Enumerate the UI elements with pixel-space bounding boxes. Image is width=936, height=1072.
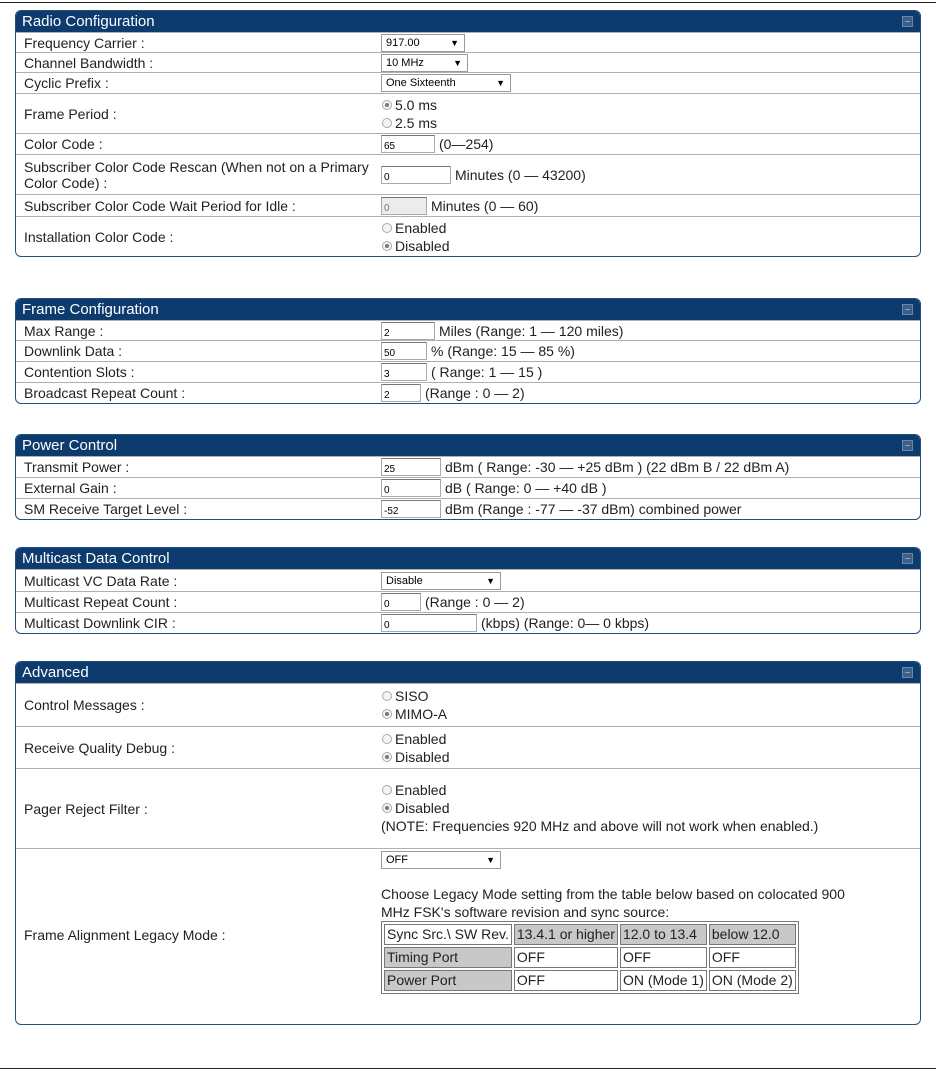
broadcast-label: Broadcast Repeat Count : xyxy=(24,385,186,401)
color-code-range: (0—254) xyxy=(439,136,494,152)
panel-title: Multicast Data Control xyxy=(22,550,170,567)
wait-period-label: Subscriber Color Code Wait Period for Idle : xyxy=(24,197,296,214)
multicast-panel xyxy=(15,547,921,634)
frame-period-option-5ms: 5.0 ms xyxy=(395,96,438,113)
wait-period-range: Minutes (0 — 60) xyxy=(431,197,539,214)
cyclic-prefix-value: One Sixteenth xyxy=(386,77,456,89)
bottom-rule xyxy=(0,1068,936,1069)
rescan-input[interactable]: 0 xyxy=(381,166,451,184)
chevron-down-icon: ▼ xyxy=(486,575,495,586)
table-cell: ON (Mode 2) xyxy=(709,970,796,991)
legacy-note: Choose Legacy Mode setting from the table below based on colocated 900 MHz FSK's software revision and sync source: xyxy=(381,886,845,920)
downlink-row xyxy=(16,340,920,361)
target-level-input[interactable]: -52 xyxy=(381,500,441,518)
frame-period-label: Frame Period : xyxy=(24,105,117,122)
target-level-label: SM Receive Target Level : xyxy=(24,501,188,517)
rescan-row xyxy=(16,154,920,194)
chevron-down-icon: ▼ xyxy=(486,855,495,865)
bandwidth-value: 10 MHz xyxy=(386,56,424,69)
legacy-mode-value: OFF xyxy=(386,854,408,866)
contention-label: Contention Slots : xyxy=(24,364,135,380)
color-code-row xyxy=(16,133,920,154)
table-cell: OFF xyxy=(709,947,796,968)
table-cell: OFF xyxy=(514,970,618,991)
receive-quality-label: Receive Quality Debug : xyxy=(24,739,175,756)
panel-title: Advanced xyxy=(22,664,89,681)
multicast-rate-label: Multicast VC Data Rate : xyxy=(24,572,178,589)
table-row xyxy=(384,947,796,968)
radio-button[interactable] xyxy=(382,785,392,795)
multicast-repeat-row xyxy=(16,591,920,612)
install-color-code-label: Installation Color Code : xyxy=(24,228,174,245)
table-cell: OFF xyxy=(514,947,618,968)
downlink-input[interactable]: 50 xyxy=(381,342,427,360)
panel-header xyxy=(16,548,920,569)
multicast-cir-row xyxy=(16,612,920,633)
bandwidth-row xyxy=(16,52,920,72)
wait-period-input: 0 xyxy=(381,197,427,215)
external-gain-label: External Gain : xyxy=(24,480,117,496)
downlink-label: Downlink Data : xyxy=(24,343,123,359)
table-row-header: Timing Port xyxy=(384,947,512,968)
table-row xyxy=(384,970,796,991)
rqd-option-enabled: Enabled xyxy=(395,730,447,747)
chevron-down-icon: ▼ xyxy=(450,37,459,48)
frame-period-row xyxy=(16,93,920,133)
control-messages-row xyxy=(16,683,920,726)
control-messages-label: Control Messages : xyxy=(24,697,145,713)
radio-button[interactable] xyxy=(382,241,392,251)
table-header-row xyxy=(384,924,796,945)
downlink-range: % (Range: 15 — 85 %) xyxy=(431,343,575,359)
contention-row xyxy=(16,361,920,382)
panel-title: Radio Configuration xyxy=(22,13,155,30)
table-row-header: Power Port xyxy=(384,970,512,991)
target-level-range: dBm (Range : -77 — -37 dBm) combined power xyxy=(445,501,742,517)
transmit-power-input[interactable]: 25 xyxy=(381,458,441,476)
transmit-power-range: dBm ( Range: -30 — +25 dBm ) (22 dBm B / 22 dBm A) xyxy=(445,459,790,475)
wait-period-row xyxy=(16,194,920,216)
table-cell: OFF xyxy=(620,947,707,968)
cyclic-prefix-label: Cyclic Prefix : xyxy=(24,75,109,91)
collapse-icon[interactable] xyxy=(902,16,913,27)
external-gain-input[interactable]: 0 xyxy=(381,479,441,497)
radio-button[interactable] xyxy=(382,100,392,110)
install-option-enabled: Enabled xyxy=(395,219,447,236)
power-control-panel xyxy=(15,434,921,520)
external-gain-row xyxy=(16,477,920,498)
frame-configuration-panel xyxy=(15,298,921,404)
multicast-repeat-range: (Range : 0 — 2) xyxy=(425,594,525,610)
frame-period-option-2-5ms: 2.5 ms xyxy=(395,114,438,131)
external-gain-range: dB ( Range: 0 — +40 dB ) xyxy=(445,480,607,496)
pager-option-disabled: Disabled xyxy=(395,800,450,816)
panel-header xyxy=(16,11,920,32)
broadcast-range: (Range : 0 — 2) xyxy=(425,385,525,401)
legacy-mode-select[interactable] xyxy=(381,851,501,869)
multicast-repeat-label: Multicast Repeat Count : xyxy=(24,594,178,610)
collapse-icon[interactable] xyxy=(902,553,913,564)
top-rule xyxy=(0,2,936,3)
cyclic-prefix-select[interactable] xyxy=(381,74,511,92)
frequency-select[interactable] xyxy=(381,34,465,52)
collapse-icon[interactable] xyxy=(902,440,913,451)
multicast-cir-input[interactable]: 0 xyxy=(381,614,477,632)
rescan-range: Minutes (0 — 43200) xyxy=(455,166,586,183)
pager-option-enabled: Enabled xyxy=(395,782,447,798)
frequency-label: Frequency Carrier : xyxy=(24,34,145,51)
install-option-disabled: Disabled xyxy=(395,237,450,254)
control-option-siso: SISO xyxy=(395,688,429,704)
multicast-repeat-input[interactable]: 0 xyxy=(381,593,421,611)
advanced-panel xyxy=(15,661,921,1025)
pager-note: (NOTE: Frequencies 920 MHz and above will not work when enabled.) xyxy=(381,818,819,834)
install-color-code-row xyxy=(16,216,920,256)
control-option-mimo-a: MIMO-A xyxy=(395,706,448,722)
bandwidth-select[interactable] xyxy=(381,54,468,72)
table-header-cell: Sync Src.\ SW Rev. xyxy=(384,924,512,945)
transmit-power-label: Transmit Power : xyxy=(24,459,130,475)
broadcast-input[interactable]: 2 xyxy=(381,384,421,402)
radio-button[interactable] xyxy=(382,803,392,813)
table-header-cell: 12.0 to 13.4 xyxy=(620,924,707,945)
contention-input[interactable]: 3 xyxy=(381,363,427,381)
radio-button[interactable] xyxy=(382,691,392,701)
multicast-rate-value: Disable xyxy=(386,574,423,587)
multicast-rate-select[interactable] xyxy=(381,572,501,590)
cyclic-prefix-row xyxy=(16,72,920,93)
panel-header xyxy=(16,435,920,456)
contention-range: ( Range: 1 — 15 ) xyxy=(431,364,543,380)
collapse-icon[interactable] xyxy=(902,667,913,678)
radio-button[interactable] xyxy=(382,752,392,762)
max-range-input[interactable]: 2 xyxy=(381,322,435,340)
collapse-icon[interactable] xyxy=(902,304,913,315)
panel-header xyxy=(16,662,920,683)
max-range-row xyxy=(16,320,920,340)
max-range-range: Miles (Range: 1 — 120 miles) xyxy=(439,322,624,339)
pager-reject-row xyxy=(16,768,920,848)
target-level-row xyxy=(16,498,920,519)
legacy-mode-table xyxy=(381,921,799,994)
rqd-option-disabled: Disabled xyxy=(395,748,450,765)
radio-button[interactable] xyxy=(382,118,392,128)
table-header-cell: below 12.0 xyxy=(709,924,796,945)
multicast-rate-row xyxy=(16,569,920,591)
table-header-cell: 13.4.1 or higher xyxy=(514,924,618,945)
max-range-label: Max Range : xyxy=(24,322,104,339)
color-code-label: Color Code : xyxy=(24,136,103,152)
frequency-row xyxy=(16,32,920,52)
receive-quality-row xyxy=(16,726,920,768)
rescan-label: Subscriber Color Code Rescan (When not on a Primary Color Code) : xyxy=(24,158,369,191)
chevron-down-icon: ▼ xyxy=(496,78,505,88)
radio-button[interactable] xyxy=(382,223,392,233)
radio-configuration-panel xyxy=(15,10,921,257)
frequency-value: 917.00 xyxy=(386,36,420,49)
panel-header xyxy=(16,299,920,320)
broadcast-row xyxy=(16,382,920,403)
chevron-down-icon: ▼ xyxy=(453,57,462,68)
radio-button[interactable] xyxy=(382,734,392,744)
panel-title: Frame Configuration xyxy=(22,301,159,318)
multicast-cir-label: Multicast Downlink CIR : xyxy=(24,615,176,631)
panel-title: Power Control xyxy=(22,437,118,454)
legacy-mode-label: Frame Alignment Legacy Mode : xyxy=(24,927,226,943)
transmit-power-row xyxy=(16,456,920,477)
multicast-cir-range: (kbps) (Range: 0— 0 kbps) xyxy=(481,615,650,631)
pager-reject-label: Pager Reject Filter : xyxy=(24,800,148,817)
table-cell: ON (Mode 1) xyxy=(620,970,707,991)
legacy-mode-row xyxy=(16,848,920,1024)
bandwidth-label: Channel Bandwidth : xyxy=(24,54,154,71)
radio-button[interactable] xyxy=(382,709,392,719)
color-code-input[interactable]: 65 xyxy=(381,135,435,153)
